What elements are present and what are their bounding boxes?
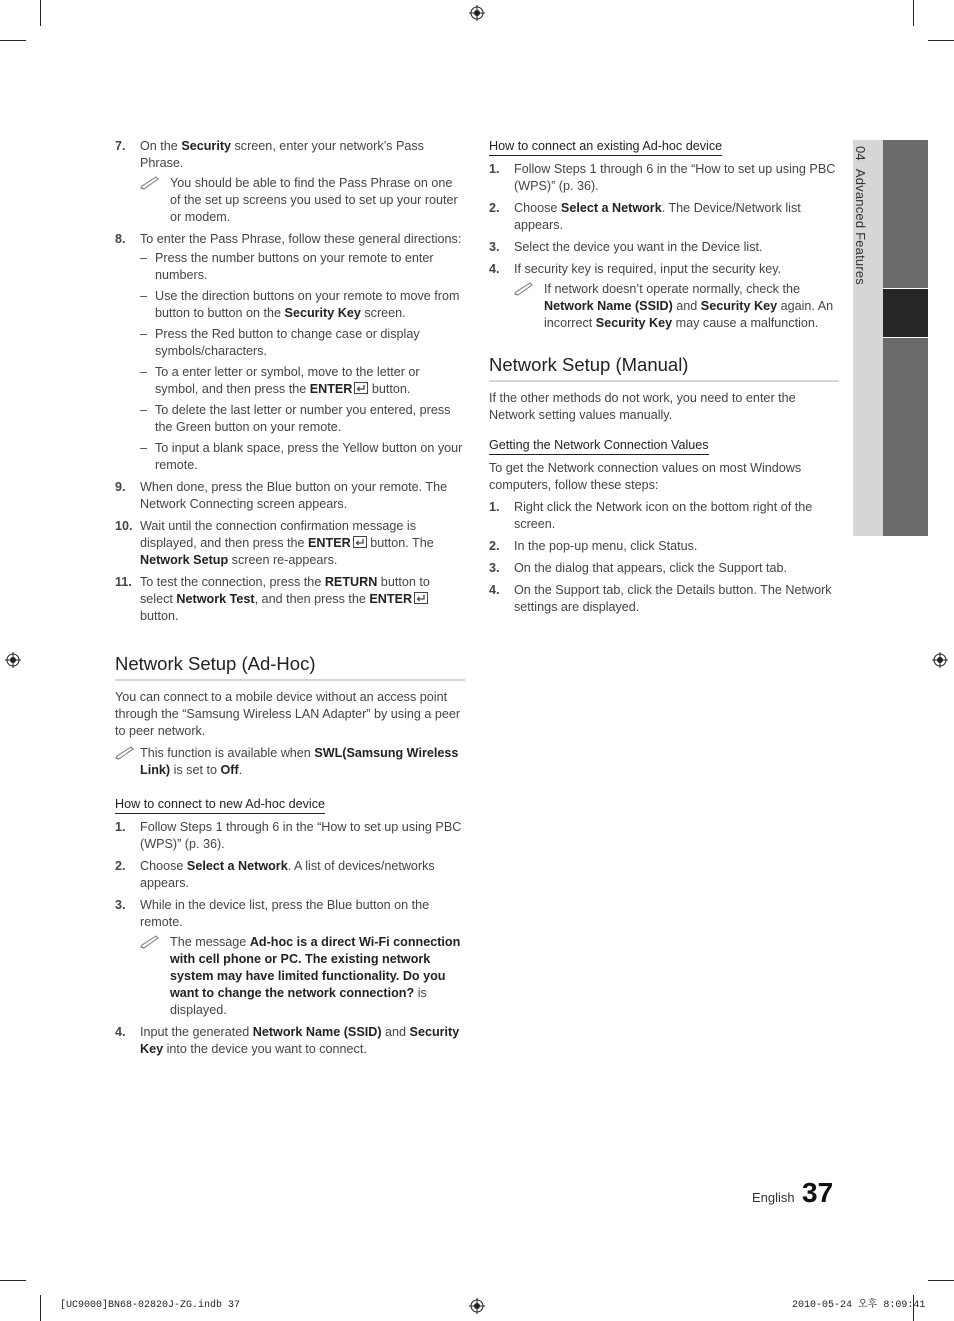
step-text: In the pop-up menu, click Status. (514, 538, 698, 553)
step-number: 2. (489, 201, 500, 215)
values-intro: To get the Network connection values on most Windows computers, follow these steps: (489, 460, 802, 492)
list-item (489, 200, 839, 234)
enter-key-icon (354, 382, 368, 394)
list-item (115, 858, 465, 892)
step-number: 1. (489, 499, 500, 514)
step-number: 3. (489, 560, 500, 575)
list-item (115, 479, 465, 513)
adhoc-note-text: This function is available when SWL(Samsung Wireless Link) is set to Off. (140, 745, 459, 777)
step-note (514, 281, 839, 332)
dash-bullet: – (140, 441, 148, 455)
step-text: Select the device you want in the Device list. (514, 240, 763, 254)
step-number: 2. (489, 538, 500, 553)
step-number: 3. (489, 240, 500, 254)
list-item (115, 518, 465, 569)
step-note-text: If network doesn’t operate normally, check the Network Name (SSID) and Security Key again. An incorrect Security Key may cause a malfunction. (544, 282, 834, 330)
manual-section-title: Network Setup (Manual) (489, 353, 839, 382)
step-number: 7. (115, 139, 126, 153)
existing-adhoc-heading: How to connect an existing Ad-hoc device (489, 138, 722, 156)
crop-mark (0, 1280, 26, 1281)
dash-bullet: – (140, 403, 148, 417)
enter-key-icon (353, 536, 367, 548)
step-number: 9. (115, 480, 126, 494)
step-number: 1. (115, 819, 126, 834)
step-text: Follow Steps 1 through 6 in the “How to set up using PBC (WPS)” (p. 36). (514, 162, 836, 193)
sub-item (140, 440, 465, 474)
print-slug-timestamp: 2010-05-24 오후 8:09:41 (792, 1300, 926, 1311)
list-item (115, 138, 465, 226)
list-item (115, 1024, 465, 1058)
step-text: Wait until the connection confirmation message is displayed, and then press the ENTER button. The Network Setup screen re-appears. (140, 519, 434, 567)
pencil-note-icon (514, 282, 534, 296)
step-number: 3. (115, 897, 126, 912)
chapter-title: Advanced Features (853, 168, 868, 286)
sub-item-text: To input a blank space, press the Yellow button on your remote. (155, 441, 463, 472)
crop-mark (928, 40, 954, 41)
list-item (115, 819, 465, 853)
pencil-note-icon (140, 176, 160, 190)
registration-mark-icon (932, 652, 948, 668)
dash-bullet: – (140, 251, 148, 265)
list-item (489, 560, 839, 577)
footer-language: English (752, 1190, 795, 1205)
step-number: 1. (489, 162, 500, 176)
list-item (489, 239, 839, 256)
step-text: When done, press the Blue button on your remote. The Network Connecting screen appears. (140, 480, 448, 511)
sub-item-text: To a enter letter or symbol, move to the letter or symbol, and then press the ENTER button. (155, 365, 420, 396)
step-text: Follow Steps 1 through 6 in the “How to set up using PBC (WPS)” (p. 36). (140, 819, 462, 851)
list-item (489, 161, 839, 195)
step-note (140, 934, 465, 1019)
list-item (115, 231, 465, 474)
adhoc-section-title: Network Setup (Ad-Hoc) (115, 652, 465, 681)
manual-intro: If the other methods do not work, you need to enter the Network setting values manually. (489, 390, 796, 422)
step-note-text: You should be able to find the Pass Phrase on one of the set up screens you used to set up your router or modem. (170, 176, 458, 224)
step-number: 10. (115, 519, 133, 533)
registration-mark-icon (469, 5, 485, 21)
enter-key-icon (414, 592, 428, 604)
values-heading: Getting the Network Connection Values (489, 437, 709, 455)
crop-mark (913, 0, 914, 26)
pencil-note-icon (115, 746, 135, 760)
step-number: 2. (115, 858, 126, 873)
step-number: 4. (489, 582, 500, 597)
step-text: To enter the Pass Phrase, follow these general directions: (140, 232, 462, 246)
existing-adhoc-steps-list (489, 161, 839, 332)
print-slug-file: [UC9000]BN68-02820J-ZG.indb 37 (60, 1300, 241, 1311)
side-tab-active-marker (883, 289, 928, 337)
chapter-label (851, 146, 869, 285)
step-text: On the dialog that appears, click the Support tab. (514, 560, 788, 575)
list-item (489, 582, 839, 616)
right-column (489, 138, 839, 621)
crop-mark (40, 1295, 41, 1321)
step-text: To test the connection, press the RETURN button to select Network Test, and then press the ENTER button. (140, 575, 430, 623)
dash-bullet: – (140, 365, 148, 379)
step-number: 4. (115, 1024, 126, 1039)
crop-mark (928, 1280, 954, 1281)
step-text: While in the device list, press the Blue button on the remote. (140, 897, 430, 929)
sub-item (140, 364, 465, 398)
side-tab-dark-strip (883, 140, 928, 536)
list-item (489, 499, 839, 533)
registration-mark-icon (5, 652, 21, 668)
dash-bullet: – (140, 289, 148, 303)
step-text: Choose Select a Network. The Device/Network list appears. (514, 201, 801, 232)
list-item (489, 261, 839, 332)
sub-item-text: Press the Red button to change case or display symbols/characters. (155, 327, 420, 358)
dash-bullet: – (140, 327, 148, 341)
step-text: If security key is required, input the security key. (514, 262, 782, 276)
step-text: Input the generated Network Name (SSID) and Security Key into the device you want to connect. (140, 1024, 460, 1056)
crop-mark (0, 40, 26, 41)
sub-item-text: Use the direction buttons on your remote to move from button to button on the Security Key screen. (155, 289, 460, 320)
step-number: 4. (489, 262, 500, 276)
new-adhoc-heading: How to connect to new Ad-hoc device (115, 796, 325, 814)
sub-item (140, 250, 465, 284)
adhoc-intro: You can connect to a mobile device without an access point through the “Samsung Wireless LAN Adapter” by using a peer to peer network. (115, 689, 461, 738)
step-text: On the Security screen, enter your network’s Pass Phrase. (140, 139, 424, 170)
step-note-text: The message Ad-hoc is a direct Wi-Fi connection with cell phone or PC. The existing network system may have limited functionality. Do you want to change the network connection? is displayed. (170, 934, 461, 1017)
step-text: Choose Select a Network. A list of devices/networks appears. (140, 858, 435, 890)
chapter-number: 04 (853, 146, 868, 161)
registration-mark-icon (469, 1298, 485, 1314)
step-number: 11. (115, 575, 132, 589)
step-text: Right click the Network icon on the bottom right of the screen. (514, 499, 813, 531)
sub-item (140, 402, 465, 436)
sub-item (140, 288, 465, 322)
adhoc-note (115, 745, 465, 779)
sub-item (140, 326, 465, 360)
sub-item-text: Press the number buttons on your remote to enter numbers. (155, 251, 434, 282)
new-adhoc-steps-list (115, 819, 465, 1058)
values-steps-list (489, 499, 839, 616)
steps-top-list (115, 138, 465, 625)
list-item (115, 897, 465, 1019)
list-item (115, 574, 465, 625)
page-number: 37 (802, 1177, 834, 1208)
step-number: 8. (115, 232, 126, 246)
step-text: On the Support tab, click the Details button. The Network settings are displayed. (514, 582, 832, 614)
left-column (115, 138, 465, 1063)
pencil-note-icon (140, 935, 160, 949)
crop-mark (40, 0, 41, 26)
side-tab-divider (883, 337, 928, 338)
list-item (489, 538, 839, 555)
step-note (140, 175, 465, 226)
sub-item-text: To delete the last letter or number you entered, press the Green button on your remote. (155, 403, 451, 434)
